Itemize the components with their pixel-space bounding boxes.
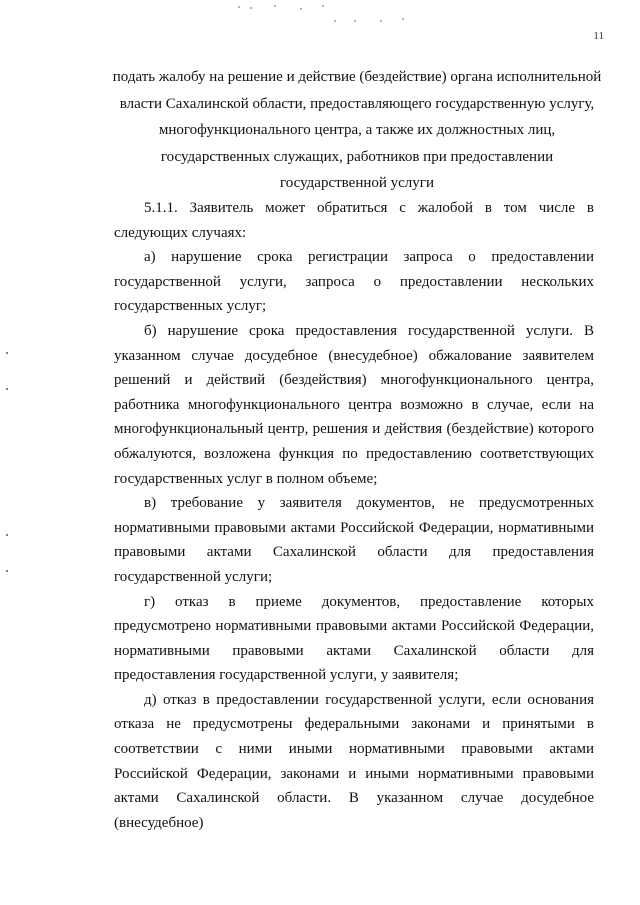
heading-line: государственной услуги <box>280 175 434 191</box>
section-heading <box>112 64 602 197</box>
margin-mark <box>6 534 8 536</box>
paragraph-g: г) отказ в приеме документов, предоставление которых предусмотрено нормативными правовыми актами Российской Федерации, нормативными правовыми актами Сахалинской области для предоставления государственной услуги, у заявителя; <box>114 593 594 684</box>
document-body <box>114 196 594 835</box>
scan-dot <box>300 8 302 10</box>
scan-dot <box>334 20 336 22</box>
heading-line: государственных служащих, работников при предоставлении <box>160 148 554 165</box>
scan-dot <box>238 6 240 8</box>
heading-line: подать жалобу на решение и действие (бездействие) органа исполнительной <box>112 69 602 85</box>
paragraph-b: б) нарушение срока предоставления государственной услуги. В указанном случае досудебное (внесудебное) обжалование заявителем решений и действий (бездействия) многофункционального центра, работника многофункционального центра возможно в случае, если на многофункциональный центр, решения и действия (бездействие) которого обжалуются, возложена функция по предоставлению соответствующих государственных услуг в полном объеме; <box>114 322 594 487</box>
paragraph-a: а) нарушение срока регистрации запроса о предоставлении государственной услуги, запроса о предоставлении нескольких государственных услуг; <box>114 249 594 315</box>
paragraph-d: д) отказ в предоставлении государственной услуги, если основания отказа не предусмотрены федеральными законами и принятыми в соответствии с ними иными нормативными правовыми актами Российской Федерации, законами и иными нормативными правовыми актами Сахалинской области. В указанном случае досудебное (внесудебное) <box>114 691 594 831</box>
scan-dot <box>322 5 324 7</box>
paragraph-v: в) требование у заявителя документов, не предусмотренных нормативными правовыми актами Российской Федерации, нормативными правовыми актами Сахалинской области для предоставления государственной услуги; <box>114 495 594 585</box>
page-number: 11 <box>593 30 604 42</box>
heading-line: многофункционального центра, а также их должностных лиц, <box>158 122 556 138</box>
scan-dot <box>402 18 404 20</box>
scan-dot <box>274 5 276 7</box>
scan-artifacts <box>230 4 420 24</box>
margin-mark <box>6 388 8 390</box>
heading-line: власти Сахалинской области, предоставляющего государственную услугу, <box>119 95 595 112</box>
scan-dot <box>250 7 252 9</box>
margin-mark <box>6 570 8 572</box>
scan-dot <box>380 20 382 22</box>
margin-mark <box>6 352 8 354</box>
paragraph-5-1-1: 5.1.1. Заявитель может обратиться с жалобой в том числе в следующих случаях: <box>114 200 594 241</box>
scan-dot <box>354 20 356 22</box>
